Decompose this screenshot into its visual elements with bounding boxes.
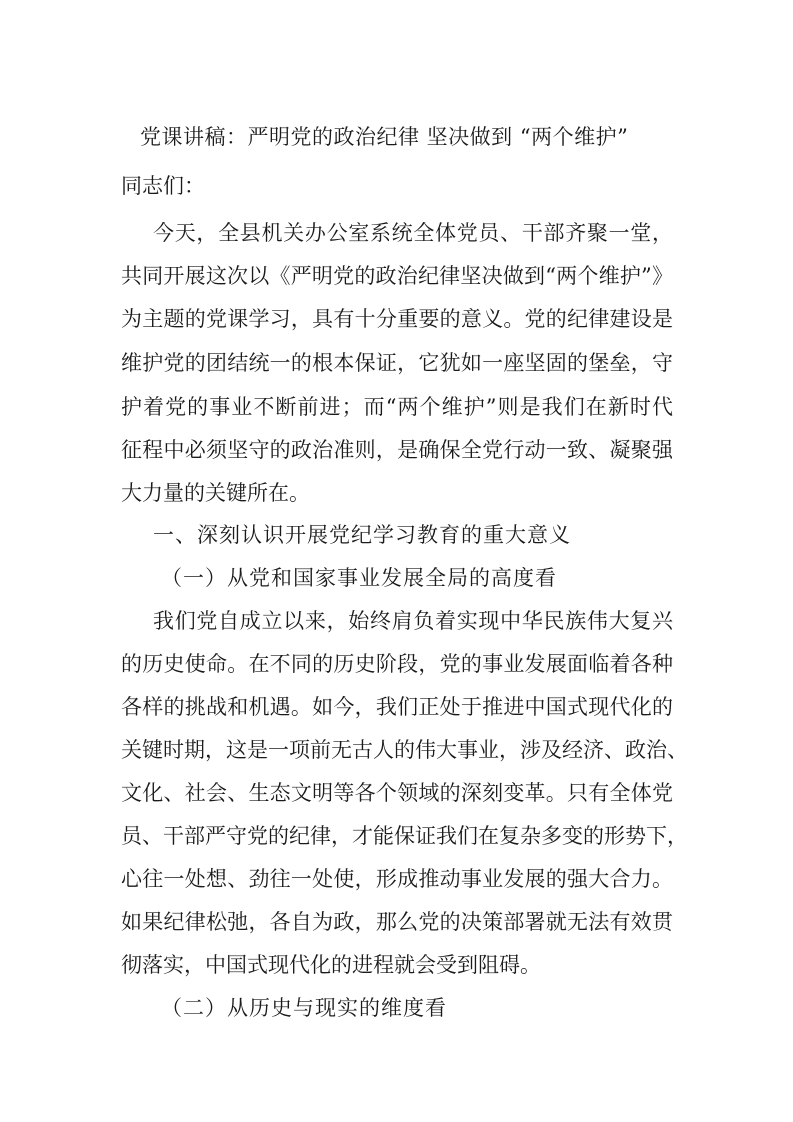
paragraph-line: 为主题的党课学习，具有十分重要的意义。党的纪律建设是 xyxy=(121,307,673,331)
paragraph-line: 如果纪律松弛，各自为政，那么党的决策部署就无法有效贯 xyxy=(121,910,673,934)
document-title: 党课讲稿：严明党的政治纪律 坚决做到 “两个维护” xyxy=(140,125,629,149)
paragraph-line: 员、干部严守党的纪律，才能保证我们在复杂多变的形势下， xyxy=(121,824,688,848)
salutation: 同志们： xyxy=(121,174,205,198)
paragraph-line: 彻落实，中国式现代化的进程就会受到阻碍。 xyxy=(121,953,541,977)
subsection-heading: （一）从党和国家事业发展全局的高度看 xyxy=(161,566,557,590)
paragraph-line: 今天，全县机关办公室系统全体党员、干部齐聚一堂， xyxy=(153,221,673,245)
paragraph-line: 各样的挑战和机遇。如今，我们正处于推进中国式现代化的 xyxy=(121,695,673,719)
paragraph-line: 我们党自成立以来，始终肩负着实现中华民族伟大复兴 xyxy=(153,609,673,633)
paragraph-line: 心往一处想、劲往一处使，形成推动事业发展的强大合力。 xyxy=(121,867,673,891)
paragraph-line: 大力量的关键所在。 xyxy=(121,481,310,505)
paragraph-line: 维护党的团结统一的根本保证，它犹如一座坚固的堡垒，守 xyxy=(121,351,673,375)
paragraph-line: 文化、社会、生态文明等各个领域的深刻变革。只有全体党 xyxy=(121,781,673,805)
paragraph-line: 关键时期，这是一项前无古人的伟大事业，涉及经济、政治、 xyxy=(121,738,688,762)
paragraph-line: 的历史使命。在不同的历史阶段，党的事业发展面临着各种 xyxy=(121,652,673,676)
paragraph-line: 护着党的事业不断前进；而“两个维护”则是我们在新时代 xyxy=(121,395,673,419)
subsection-heading: （二）从历史与现实的维度看 xyxy=(161,996,447,1020)
section-heading: 一、深刻认识开展党纪学习教育的重大意义 xyxy=(153,523,571,547)
paragraph-line: 征程中必须坚守的政治准则，是确保全党行动一致、凝聚强 xyxy=(121,438,673,462)
paragraph-line: 共同开展这次以《严明党的政治纪律坚决做到“两个维护”》 xyxy=(121,264,673,288)
